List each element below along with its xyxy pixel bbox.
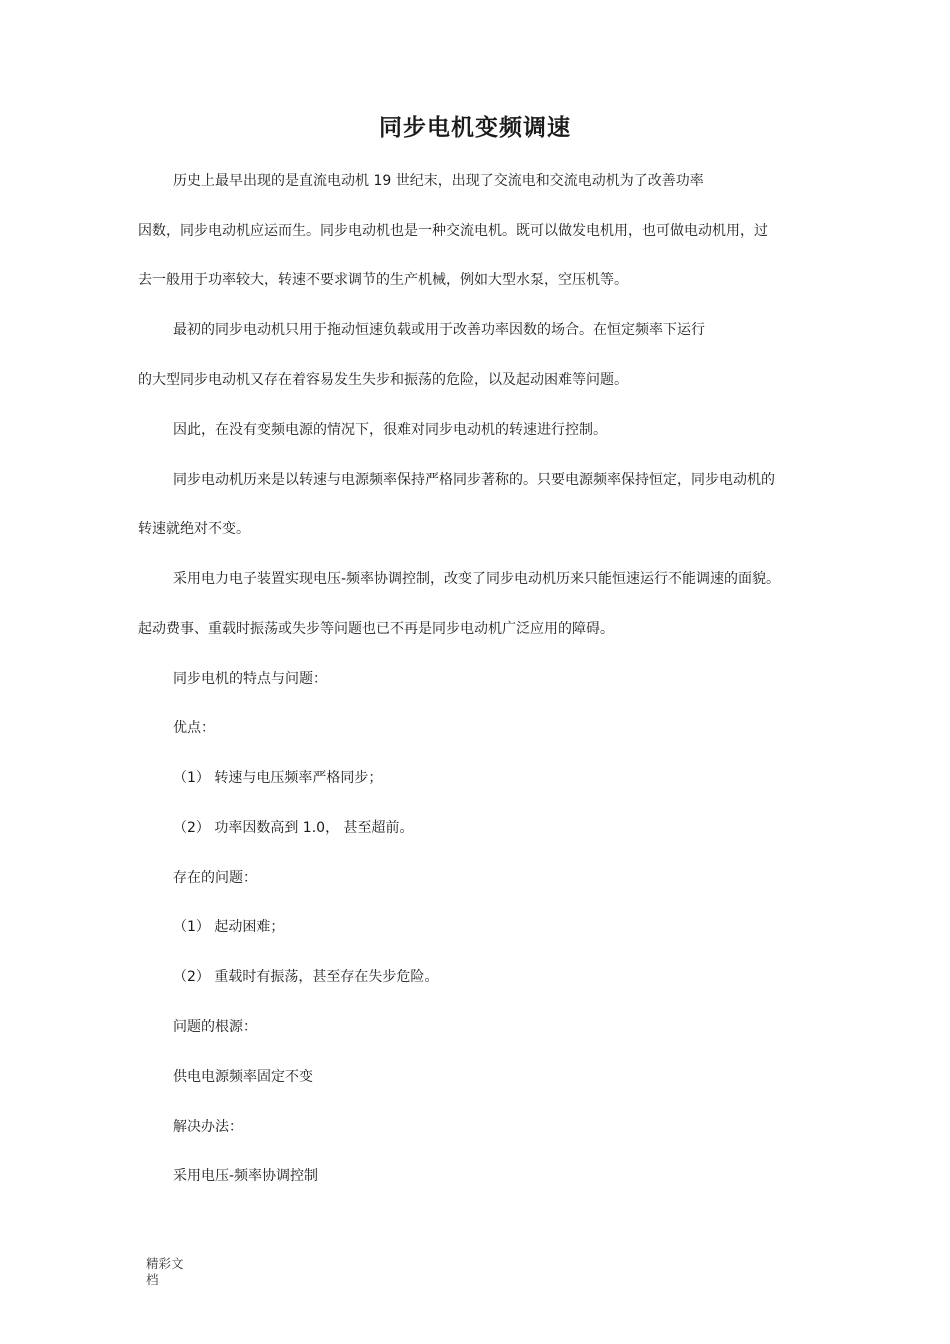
- paragraph-line: 供电电源频率固定不变: [173, 1069, 313, 1085]
- section-heading: 问题的根源：: [173, 1019, 257, 1035]
- paragraph-line: 历史上最早出现的是直流电动机 19 世纪末，出现了交流电和交流电动机为了改善功率: [173, 173, 704, 189]
- section-heading: 同步电机的特点与问题：: [173, 671, 327, 687]
- paragraph-line: 去一般用于功率较大，转速不要求调节的生产机械，例如大型水泵，空压机等。: [138, 272, 628, 288]
- paragraph-line: 的大型同步电动机又存在着容易发生失步和振荡的危险，以及起动困难等问题。: [138, 372, 628, 388]
- paragraph-line: 采用电压-频率协调控制: [173, 1168, 319, 1184]
- list-item: （2） 重载时有振荡，甚至存在失步危险。: [173, 969, 439, 985]
- paragraph-line: 转速就绝对不变。: [138, 521, 250, 537]
- section-heading: 优点：: [173, 720, 215, 736]
- paragraph-line: 最初的同步电动机只用于拖动恒速负载或用于改善功率因数的场合。在恒定频率下运行: [173, 322, 705, 338]
- footer-line: 档: [146, 1272, 159, 1287]
- section-heading: 解决办法：: [173, 1119, 243, 1135]
- list-item: （1） 转速与电压频率严格同步；: [173, 770, 383, 786]
- list-item: （2） 功率因数高到 1.0， 甚至超前。: [173, 820, 414, 836]
- section-heading: 存在的问题：: [173, 870, 257, 886]
- paragraph-line: 因数，同步电动机应运而生。同步电动机也是一种交流电机。既可以做发电机用，也可做电动机用，过: [138, 223, 768, 239]
- list-item: （1） 起动困难；: [173, 919, 285, 935]
- paragraph-line: 起动费事、重载时振荡或失步等问题也已不再是同步电动机广泛应用的障碍。: [138, 621, 614, 637]
- footer-line: 精彩文: [146, 1256, 184, 1271]
- paragraph-line: 因此，在没有变频电源的情况下，很难对同步电动机的转速进行控制。: [173, 422, 607, 438]
- footer-watermark: [146, 1256, 206, 1288]
- page-title: 同步电机变频调速: [379, 115, 571, 141]
- paragraph-line: 采用电力电子装置实现电压-频率协调控制，改变了同步电动机历来只能恒速运行不能调速的面貌。: [173, 571, 781, 587]
- paragraph-line: 同步电动机历来是以转速与电源频率保持严格同步著称的。只要电源频率保持恒定，同步电动机的: [173, 472, 775, 488]
